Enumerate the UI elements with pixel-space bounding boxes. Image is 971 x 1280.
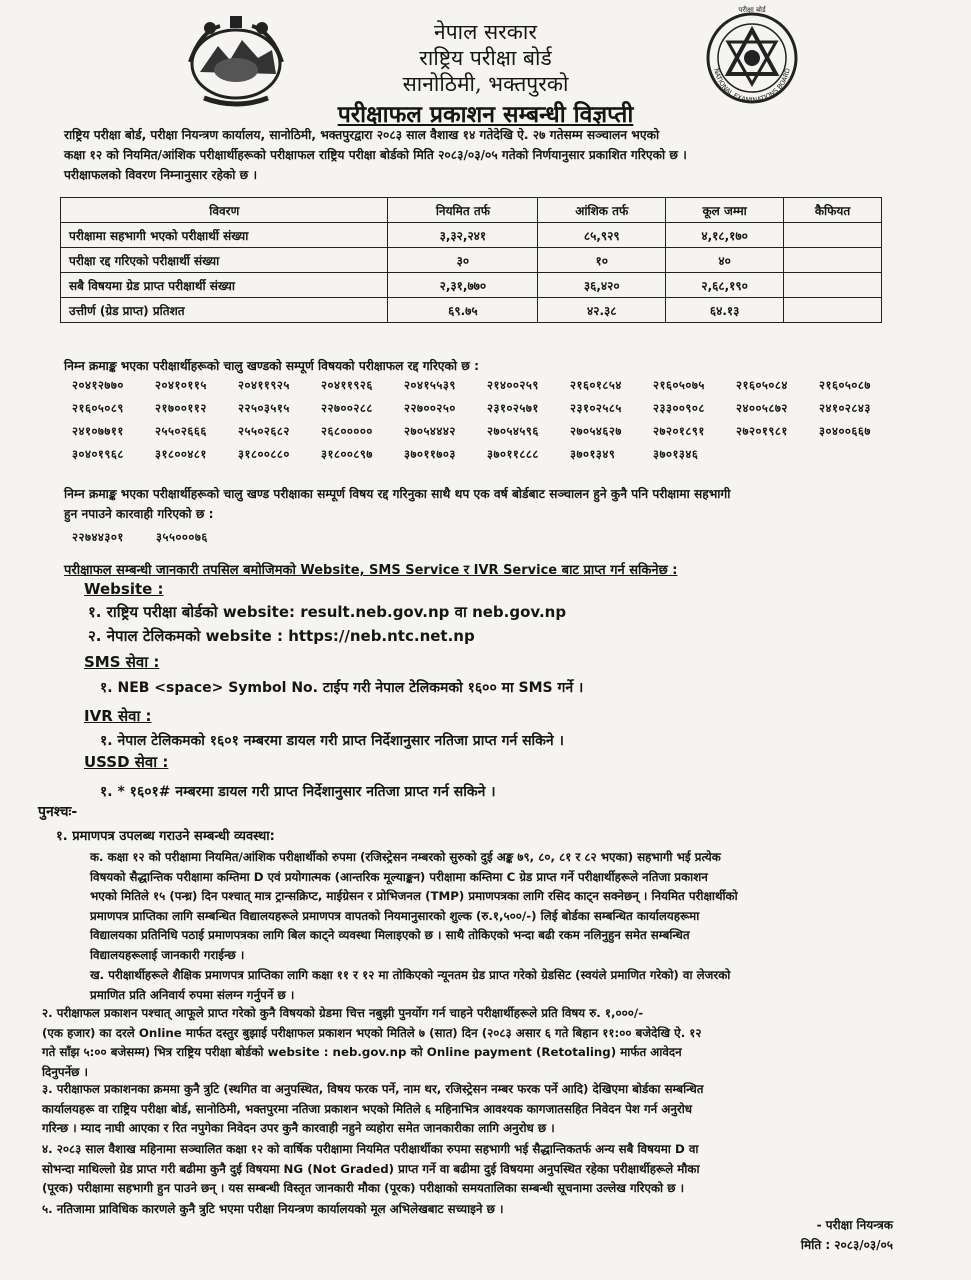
symbol-number: २५५०२६६६ bbox=[155, 424, 207, 438]
intro-line: राष्ट्रिय परीक्षा बोर्ड, परीक्षा नियन्त्रण कार्यालय, सानोठिमी, भक्तपुरद्वारा २०८३ साल वैशाख १४ गतेदेखि ऐ. २७ गतेसम्म सञ्चालन भएको bbox=[64, 128, 660, 142]
table-cell: ८५,९२९ bbox=[538, 223, 666, 248]
note-line: भएको मितिले १५ (पन्ध्र) दिन पश्चात् मात्र ट्रान्सक्रिप्ट, माईग्रेसन र प्रोभिजनल (TMP) प्रमाणपत्रका लागि रसिद काट्न सक्नेछन् । नियमित परीक्षार्थीको bbox=[90, 889, 738, 903]
table-header-cell: विवरण bbox=[61, 198, 388, 223]
table-header-cell: कैफियत bbox=[784, 198, 882, 223]
table-header-cell: नियमित तर्फ bbox=[388, 198, 538, 223]
table-cell: २,६८,१९० bbox=[666, 273, 784, 298]
cancelled-intro: निम्न क्रमाङ्क भएका परीक्षार्थीहरूको चालु खण्डको सम्पूर्ण विषयको परीक्षाफल रद्द गरिएको छ : bbox=[64, 359, 479, 373]
symbol-number: ३७०१३४९ bbox=[570, 447, 616, 461]
note-line: विषयको सैद्धान्तिक परीक्षामा कम्तिमा D एवं प्रयोगात्मक (आन्तरिक मूल्याङ्कन) परीक्षामा कम्तिमा C ग्रेड प्राप्त गर्ने परीक्षार्थीहरूले नतिजा प्रकाशन bbox=[90, 869, 708, 884]
table-header-row bbox=[61, 198, 882, 223]
table-cell: ३० bbox=[388, 248, 538, 273]
signature-title: - परीक्षा नियन्त्रक bbox=[816, 1218, 893, 1232]
website-item-ntc: २. नेपाल टेलिकमको website : https://neb.ntc.net.np bbox=[88, 627, 475, 645]
table-cell: २,३१,७७० bbox=[388, 273, 538, 298]
symbol-number: २०४११९२५ bbox=[238, 378, 290, 392]
svg-text:परीक्षा बोर्ड: परीक्षा बोर्ड bbox=[738, 6, 766, 14]
table-cell: ४० bbox=[666, 248, 784, 273]
barred-intro-line: हुन नपाउने कारवाही गरिएको छ : bbox=[64, 507, 214, 521]
symbol-number: २५५०२६८२ bbox=[238, 424, 290, 438]
table-cell: ४२.३८ bbox=[538, 298, 666, 323]
table-row bbox=[61, 248, 882, 273]
ivr-item: १. नेपाल टेलिकमको १६०१ नम्बरमा डायल गरी प्राप्त निर्देशानुसार नतिजा प्राप्त गर्न सकिने । bbox=[100, 733, 564, 749]
symbol-number: २४१०२८४३ bbox=[819, 401, 871, 415]
symbol-number: ३१८००८९७ bbox=[321, 447, 373, 461]
header-board: राष्ट्रिय परीक्षा बोर्ड bbox=[419, 46, 552, 70]
note-line: (एक हजार) का दरले Online मार्फत दस्तुर बुझाई परीक्षाफल प्रकाशन भएको मितिले ७ (सात) दिन (२०८३ असार ६ गते बिहान ११:०० बजेदेखि ऐ. १२ bbox=[42, 1025, 702, 1040]
table-header-cell: आंशिक तर्फ bbox=[538, 198, 666, 223]
symbol-number: २०४१०११५ bbox=[155, 378, 207, 392]
ussd-item: १. * १६०१# नम्बरमा डायल गरी प्राप्त निर्देशानुसार नतिजा प्राप्त गर्न सकिने । bbox=[100, 784, 496, 800]
table-cell: ६९.७५ bbox=[388, 298, 538, 323]
sms-item: १. NEB <space> Symbol No. टाईप गरी नेपाल टेलिकमको १६०० मा SMS गर्ने । bbox=[100, 680, 584, 696]
symbol-number: ३१८००४८१ bbox=[155, 447, 207, 461]
table-cell: परीक्षा रद्द गरिएको परीक्षार्थी संख्या bbox=[61, 248, 388, 273]
symbol-number: ३७०११८८८ bbox=[487, 447, 539, 461]
website-item-neb: १. राष्ट्रिय परीक्षा बोर्डको website: result.neb.gov.np वा neb.gov.np bbox=[88, 603, 567, 621]
table-cell: उत्तीर्ण (ग्रेड प्राप्त) प्रतिशत bbox=[61, 298, 388, 323]
symbol-row bbox=[72, 447, 902, 470]
table-cell: सबै विषयमा ग्रेड प्राप्त परीक्षार्थी संख्या bbox=[61, 273, 388, 298]
sms-heading: SMS सेवा : bbox=[84, 653, 160, 671]
table-cell bbox=[784, 273, 882, 298]
symbol-row bbox=[72, 530, 902, 553]
symbol-number: २२७००२८८ bbox=[321, 401, 373, 415]
table-cell bbox=[784, 248, 882, 273]
symbol-number: २१६०५०७५ bbox=[653, 378, 705, 392]
note-line: ४. २०८३ साल वैशाख महिनामा सञ्चालित कक्षा १२ को वार्षिक परीक्षामा नियमित परीक्षार्थीका रुपमा सहभागी भई सैद्धान्तिकतर्फ अन्य सबै विषयमा D वा bbox=[42, 1142, 699, 1156]
symbol-row bbox=[72, 401, 902, 424]
intro-paragraph bbox=[64, 125, 914, 185]
notes-heading: पुनश्चः- bbox=[38, 804, 78, 820]
note-line: २. परीक्षाफल प्रकाशन पश्चात् आफूले प्राप्त गरेको कुनै विषयको ग्रेडमा चित्त नबुझी पुनर्योग गर्न चाहने परीक्षार्थीहरूले प्रति विषय रु. १,०००/- bbox=[42, 1006, 644, 1020]
table-cell: ४,१८,१७० bbox=[666, 223, 784, 248]
symbol-number: २२५०३५१५ bbox=[238, 401, 290, 415]
note-line: कार्यालयहरू वा राष्ट्रिय परीक्षा बोर्ड, सानोठिमी, भक्तपुरमा नतिजा प्रकाशन भएको मितिले ६ महिनाभित्र आवश्यक कागजातसहित निवेदन पेश गर्न अनुरोध bbox=[42, 1101, 693, 1116]
symbol-number: ३१८००८८० bbox=[238, 447, 290, 461]
symbol-number: २७०५४६२७ bbox=[570, 424, 622, 438]
note-2 bbox=[42, 1004, 942, 1082]
note-1-title: १. प्रमाणपत्र उपलब्ध गराउने सम्बन्धी व्यवस्था: bbox=[56, 829, 275, 844]
symbol-number: २७२०१८९१ bbox=[653, 424, 705, 438]
ussd-heading: USSD सेवा : bbox=[84, 753, 169, 771]
symbol-number bbox=[819, 447, 902, 470]
note-line: गते साँझ ५:०० बजेसम्म) भित्र राष्ट्रिय परीक्षा बोर्डको website : neb.gov.np को Online payment (Retotaling) मार्फत आवेदन bbox=[42, 1045, 682, 1059]
symbol-number: २३१०२५८५ bbox=[570, 401, 622, 415]
symbol-number: २७०५४४४२ bbox=[404, 424, 456, 438]
info-intro: परीक्षाफल सम्बन्धी जानकारी तपसिल बमोजिमको Website, SMS Service र IVR Service बाट प्राप्त गर्न सकिनेछ : bbox=[64, 563, 678, 578]
barred-intro-line: निम्न क्रमाङ्क भएका परीक्षार्थीहरूको चालु खण्ड परीक्षाका सम्पूर्ण विषय रद्द गरिनुका साथै थप एक वर्ष बोर्डबाट सञ्चालन हुने कुनै पनि परीक्षामा सहभागी bbox=[64, 487, 731, 501]
symbol-number: ३७०११७०३ bbox=[404, 447, 456, 461]
ivr-heading: IVR सेवा : bbox=[84, 707, 152, 725]
note-line: प्रमाणपत्र प्राप्तिका लागि सम्बन्धित विद्यालयहरूले प्रमाणपत्र वापतको नियमानुसारको शुल्क (रु.१,५००/-) लिई बोर्डका सम्बन्धित कार्यालयहरूमा bbox=[90, 908, 700, 923]
table-cell: ३६,४२० bbox=[538, 273, 666, 298]
symbol-row bbox=[72, 424, 902, 447]
symbol-number: २१६०५०८४ bbox=[736, 378, 788, 392]
symbol-number: २२७४४३०१ bbox=[72, 530, 124, 544]
intro-line: परीक्षाफलको विवरण निम्नानुसार रहेको छ । bbox=[64, 168, 258, 182]
symbol-number: २६८००००० bbox=[321, 424, 373, 438]
symbol-number: २४१०७७११ bbox=[72, 424, 124, 438]
symbol-number bbox=[736, 447, 819, 470]
table-cell: ३,३२,२४१ bbox=[388, 223, 538, 248]
header-location: सानोठिमी, भक्तपुरको bbox=[402, 72, 569, 96]
symbol-number: २४००५८७२ bbox=[736, 401, 788, 415]
symbol-number: ३०४०१९६८ bbox=[72, 447, 124, 461]
note-line: सोभन्दा माथिल्लो ग्रेड प्राप्त गरी बढीमा कुनै दुई विषयमा NG (Not Graded) प्राप्त गर्ने वा बढीमा दुई विषयमा अनुपस्थित रहेका परीक्षार्थीहरूले मौका bbox=[42, 1161, 700, 1176]
note-3 bbox=[42, 1080, 942, 1139]
symbol-number: २०४१२७७० bbox=[72, 378, 124, 392]
symbol-number: २१७००११२ bbox=[155, 401, 207, 415]
symbol-number: २३३००९०८ bbox=[653, 401, 705, 415]
symbol-number: ३७०१३४६ bbox=[653, 447, 699, 461]
symbol-number: २३१०२५७१ bbox=[487, 401, 539, 415]
table-row bbox=[61, 273, 882, 298]
table-cell: १० bbox=[538, 248, 666, 273]
note-line: विद्यालयका प्रतिनिधि पठाई प्रमाणपत्रका लागि बिल काट्ने व्यवस्था मिलाइएको छ । साथै तोकिएको भन्दा बढी रकम नलिनुहुन समेत सम्बन्धित bbox=[90, 928, 690, 942]
symbol-number: २०४१५५३९ bbox=[404, 378, 456, 392]
note-line: (पूरक) परीक्षामा सहभागी हुन पाउने छन् । यस सम्बन्धी विस्तृत जानकारी मौका (पूरक) परीक्षाको समयतालिका सम्बन्धी सूचनामा उल्लेख गरिएको छ । bbox=[42, 1181, 685, 1195]
result-summary-table bbox=[60, 197, 882, 323]
notice-title: परीक्षाफल प्रकाशन सम्बन्धी विज्ञप्ती bbox=[337, 101, 634, 128]
intro-line: कक्षा १२ को नियमित/आंशिक परीक्षार्थीहरूको परीक्षाफल राष्ट्रिय परीक्षा बोर्डको मिति २०८३/०३/०५ गतेको निर्णयानुसार प्रकाशित गरिएको छ । bbox=[64, 148, 687, 162]
table-cell bbox=[784, 298, 882, 323]
table-cell: परीक्षामा सहभागी भएको परीक्षार्थी संख्या bbox=[61, 223, 388, 248]
symbol-number: २७०५४५९६ bbox=[487, 424, 539, 438]
header-government: नेपाल सरकार bbox=[434, 20, 537, 44]
table-row bbox=[61, 298, 882, 323]
table-header-cell: कूल जम्मा bbox=[666, 198, 784, 223]
table-cell: ६४.१३ bbox=[666, 298, 784, 323]
symbol-number: २१६०१८५४ bbox=[570, 378, 622, 392]
barred-symbol-list bbox=[72, 530, 902, 553]
svg-text:NATIONAL EXAMINATIONS BOARD: NATIONAL EXAMINATIONS BOARD bbox=[712, 67, 792, 105]
symbol-number: ३५५०००७६ bbox=[156, 530, 208, 544]
table-row bbox=[61, 223, 882, 248]
cancelled-symbol-list bbox=[72, 378, 902, 470]
note-1-kha bbox=[90, 966, 940, 1005]
symbol-number: २७२०१९८१ bbox=[736, 424, 788, 438]
note-line: प्रमाणित प्रति अनिवार्य रुपमा संलग्न गर्नुपर्ने छ । bbox=[90, 987, 295, 1002]
note-line: ३. परीक्षाफल प्रकाशनका क्रममा कुनै त्रुटि (स्थगित वा अनुपस्थित, विषय फरक पर्ने, नाम थर, रजिस्ट्रेसन नम्बर फरक पर्ने आदि) देखिएमा बोर्डका सम्बन्धित bbox=[42, 1082, 704, 1096]
signature-date: मिति : २०८३/०३/०५ bbox=[800, 1238, 893, 1252]
barred-intro bbox=[64, 484, 914, 524]
symbol-number: २०४११९२६ bbox=[321, 378, 373, 392]
symbol-number: २१६०५०८९ bbox=[72, 401, 124, 415]
note-line: गरिन्छ । म्याद नाघी आएका र रित नपुगेका निवेदन उपर कुनै कारवाही नहुने व्यहोरा समेत जानकारीका लागि अनुरोध छ । bbox=[42, 1121, 555, 1135]
note-line: विद्यालयहरूलाई जानकारी गराईन्छ । bbox=[90, 947, 245, 962]
note-line: दिनुपर्नेछ । bbox=[42, 1064, 88, 1079]
note-line: ख. परीक्षार्थीहरूले शैक्षिक प्रमाणपत्र प्राप्तिका लागि कक्षा ११ र १२ मा तोकिएको न्यूनतम ग्रेड प्राप्त गरेको ग्रेडसिट (स्वयंले प्रमाणित गरेको) वा लेजरको bbox=[90, 968, 731, 982]
note-line: क. कक्षा १२ को परीक्षामा नियमित/आंशिक परीक्षार्थीको रुपमा (रजिस्ट्रेसन नम्बरको सुरुको दुई अङ्क ७९, ८०, ८१ र ८२ भएका) सहभागी भई प्रत्येक bbox=[90, 850, 721, 864]
website-heading: Website : bbox=[84, 580, 164, 598]
symbol-number: २१६०५०८७ bbox=[819, 378, 871, 392]
table-cell bbox=[784, 223, 882, 248]
note-5: ५. नतिजामा प्राविधिक कारणले कुनै त्रुटि भएमा परीक्षा नियन्त्रण कार्यालयको मूल अभिलेखबाट सच्याइने छ । bbox=[42, 1202, 504, 1216]
note-4 bbox=[42, 1140, 942, 1199]
symbol-number: ३०४००६६७ bbox=[819, 424, 871, 438]
symbol-number: २१४००२५९ bbox=[487, 378, 539, 392]
symbol-row bbox=[72, 378, 902, 401]
symbol-number: २२७००२५० bbox=[404, 401, 456, 415]
note-1-ka bbox=[90, 848, 940, 965]
